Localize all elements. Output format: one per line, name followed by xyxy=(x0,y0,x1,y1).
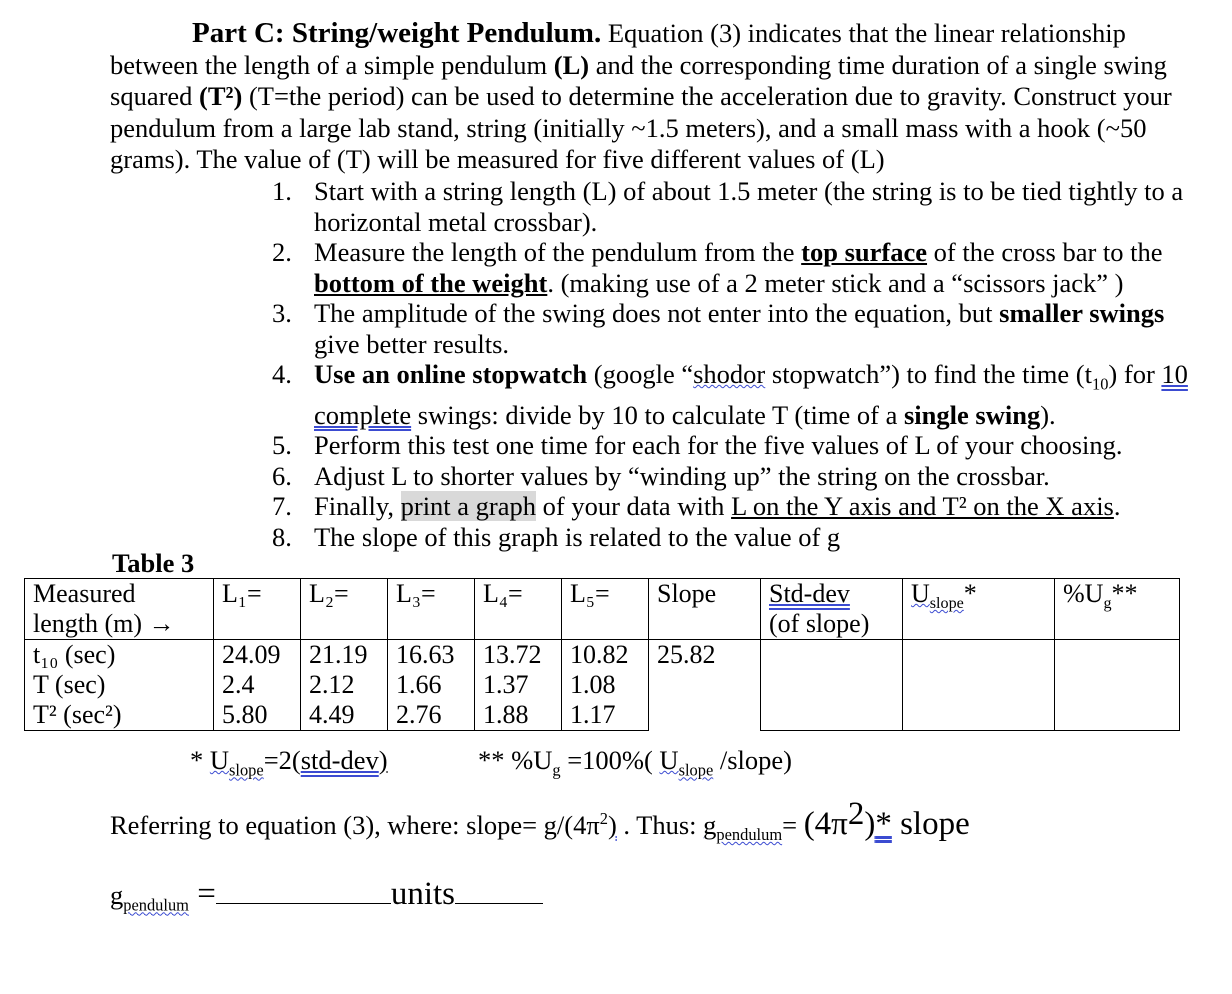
table-cell: 1.88 xyxy=(475,700,562,731)
list-item xyxy=(272,298,1197,359)
g-symbol: g xyxy=(110,880,124,910)
step-number: 4. xyxy=(272,359,292,389)
slope-cell: 25.82 xyxy=(649,640,761,671)
step-number: 6. xyxy=(272,460,292,491)
step-number: 3. xyxy=(272,298,292,328)
row-label: T² (sec²) xyxy=(25,700,214,731)
footnote-u-slope: * $U_{slope}=2(std-dev)$ xyxy=(190,745,388,780)
step-number: 8. xyxy=(272,521,292,552)
header-l3: L₃= xyxy=(388,579,475,640)
step-number: 5. xyxy=(272,430,292,461)
table-cell: 21.19 xyxy=(301,640,388,671)
intro-bold-l: (L) xyxy=(553,49,590,80)
table-row xyxy=(25,640,1180,671)
data-table xyxy=(24,578,1180,731)
step-text: Start with a string length (L) of about 1.5 meter (the string is to be tied tightly to a horizontal metal crossbar). xyxy=(314,176,1184,237)
step-text: Measure the length of the pendulum from the top surface of the cross bar to the bottom of the weight. (making use of a 2 meter stick and a “scissors jack” ) xyxy=(314,237,1163,298)
percent-ug-cell xyxy=(1055,640,1180,731)
slope-cell xyxy=(649,670,761,700)
table-cell: 16.63 xyxy=(388,640,475,671)
step-number: 2. xyxy=(272,237,292,267)
step-text: Perform this test one time for each for the five values of L of your choosing. xyxy=(314,430,1123,461)
intro-bold-t2: (T²) xyxy=(199,81,243,111)
header-u-slope: $U_{slope}*$ xyxy=(903,579,1055,640)
step-text: Use an online stopwatch (google “shodor stopwatch”) to find the time $(t_{10})$ for 10 complete swings: divide by 10 to calculate T (time of a single swing). xyxy=(314,359,1188,430)
header-l5: L₅= xyxy=(562,579,649,640)
step-text: The amplitude of the swing does not enter into the equation, but smaller swings give better results. xyxy=(314,298,1165,359)
list-item xyxy=(272,176,1197,237)
list-item xyxy=(272,237,1197,298)
header-l4: L₄= xyxy=(475,579,562,640)
table-title: Table 3 xyxy=(112,548,195,578)
header-percent-ug: $\%U_g**$ xyxy=(1055,579,1180,640)
step-text: The slope of this graph is related to the value of g xyxy=(314,521,841,552)
header-l1: L₁= xyxy=(214,579,301,640)
header-slope: Slope xyxy=(649,579,761,640)
table-cell: 24.09 xyxy=(214,640,301,671)
table-cell: 5.80 xyxy=(214,700,301,731)
table-cell: 1.08 xyxy=(562,670,649,700)
list-item xyxy=(272,461,1197,492)
step-number: 7. xyxy=(272,491,292,522)
header-std-dev: Std-dev (of slope) xyxy=(761,579,903,640)
table-header-row xyxy=(25,579,1180,640)
units-blank[interactable] xyxy=(455,903,543,904)
equation-line: Referring to equation (3), where: slope= $g/(4\pi^2)$ . Thus: $g_{pendulum}= (4\pi^2)*$ slope xyxy=(110,796,970,845)
answer-line xyxy=(110,876,543,915)
intro-text-a: Equation (3) indicates that the linear relationship between the length of a simple pendulum xyxy=(110,18,1126,80)
list-item xyxy=(272,359,1197,430)
table-cell: 1.37 xyxy=(475,670,562,700)
std-dev-cell xyxy=(761,640,903,731)
units-label: units xyxy=(390,876,455,912)
list-item xyxy=(272,522,1197,553)
list-item xyxy=(272,491,1197,522)
slope-cell xyxy=(649,700,761,731)
intro-text-c: (T=the period) can be used to determine the acceleration due to gravity. Construct your pendulum from a large lab stand, string (initially ~1.5 meters), and a small mass with a hook (~50 grams). The value of (T) will be measured for five different values of (L) xyxy=(110,81,1172,174)
header-measured-length: Measured length (m) → xyxy=(25,579,214,640)
table-cell: 2.12 xyxy=(301,670,388,700)
step-text: Finally, print a graph of your data with L on the Y axis and T² on the X axis. xyxy=(314,491,1121,522)
equals-sign: = xyxy=(188,876,216,912)
table-cell: 1.66 xyxy=(388,670,475,700)
answer-blank[interactable] xyxy=(216,903,391,904)
table-cell: 4.49 xyxy=(301,700,388,731)
intro-text-b: and the corresponding time duration of a single swing squared xyxy=(110,49,1167,111)
table-cell: 13.72 xyxy=(475,640,562,671)
step-number: 1. xyxy=(272,176,292,206)
row-label: T (sec) xyxy=(25,670,214,700)
u-slope-cell xyxy=(903,640,1055,731)
g-subscript: pendulum xyxy=(123,895,189,915)
intro-paragraph xyxy=(110,18,1200,176)
part-c-title: Part C: String/weight Pendulum. xyxy=(192,17,602,49)
table-cell: 1.17 xyxy=(562,700,649,731)
table-cell: 2.4 xyxy=(214,670,301,700)
step-text: Adjust L to shorter values by “winding up” the string on the crossbar. xyxy=(314,460,1050,491)
table-cell: 2.76 xyxy=(388,700,475,731)
footnote-percent-ug: ** $\%U_g =100\%$( $U_{slope}$ /slope) xyxy=(478,745,792,780)
header-l2: L₂= xyxy=(301,579,388,640)
list-item xyxy=(272,430,1197,461)
procedure-list xyxy=(272,176,1197,552)
row-label: t₁₀ (sec) xyxy=(25,640,214,671)
table-cell: 10.82 xyxy=(562,640,649,671)
